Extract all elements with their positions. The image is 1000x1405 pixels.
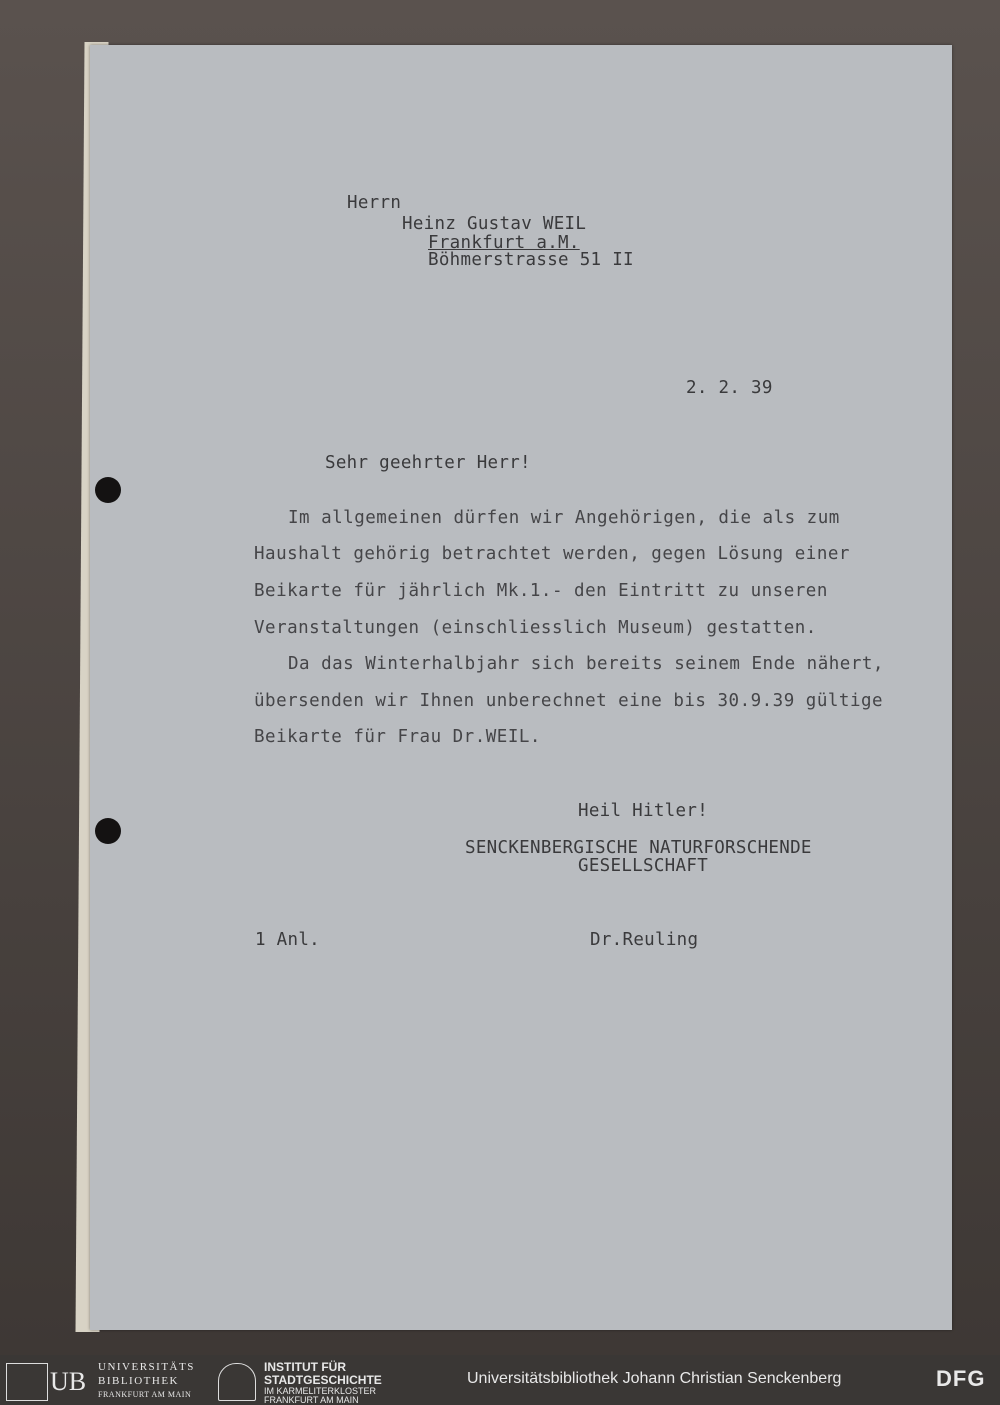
letter-date: 2. 2. 39 <box>686 378 773 398</box>
body-line: Haushalt gehörig betrachtet werden, gegen Lösung einer <box>254 544 850 564</box>
isg-arch-icon <box>218 1363 256 1401</box>
punch-hole-top <box>95 477 121 503</box>
footer-bar <box>0 1355 1000 1405</box>
isg-line3: IM KARMELITERKLOSTER <box>264 1386 377 1396</box>
recipient-name: Heinz Gustav WEIL <box>402 214 587 234</box>
recipient-street: Böhmerstrasse 51 II <box>428 250 634 270</box>
punch-hole-bottom <box>95 818 121 844</box>
ub-seal-icon <box>6 1363 48 1401</box>
greeting: Sehr geehrter Herr! <box>325 453 531 473</box>
ub-line3: FRANKFURT AM MAIN <box>98 1390 192 1399</box>
dfg-logo: DFG <box>936 1366 986 1391</box>
body-line: übersenden wir Ihnen unberechnet eine bis 30.9.39 gültige <box>254 691 884 711</box>
body-line: Im allgemeinen dürfen wir Angehörigen, die als zum <box>288 508 840 528</box>
body-line: Beikarte für Frau Dr.WEIL. <box>254 727 541 747</box>
recipient-title: Herrn <box>347 193 402 213</box>
ub-line2: BIBLIOTHEK <box>98 1375 179 1387</box>
body-line: Veranstaltungen (einschliesslich Museum) gestatten. <box>254 618 817 638</box>
body-line: Da das Winterhalbjahr sich bereits seinem Ende nähert, <box>288 654 884 674</box>
enclosure-note: 1 Anl. <box>255 930 321 950</box>
ub-logo-text: UB <box>50 1367 87 1396</box>
closing: Heil Hitler! <box>578 801 709 821</box>
isg-line4: FRANKFURT AM MAIN <box>264 1395 359 1405</box>
signature: Dr.Reuling <box>590 930 699 950</box>
body-line: Beikarte für jährlich Mk.1.- den Eintritt zu unseren <box>254 581 828 601</box>
recipient-city: Frankfurt a.M. <box>428 233 580 253</box>
isg-line1: INSTITUT FÜR <box>264 1360 346 1374</box>
organization-line1: SENCKENBERGISCHE NATURFORSCHENDE <box>465 838 812 858</box>
organization-line2: GESELLSCHAFT <box>578 856 709 876</box>
library-name: Universitätsbibliothek Johann Christian Senckenberg <box>467 1370 842 1387</box>
isg-line2: STADTGESCHICHTE <box>264 1373 382 1387</box>
ub-line1: UNIVERSITÄTS <box>98 1361 195 1373</box>
